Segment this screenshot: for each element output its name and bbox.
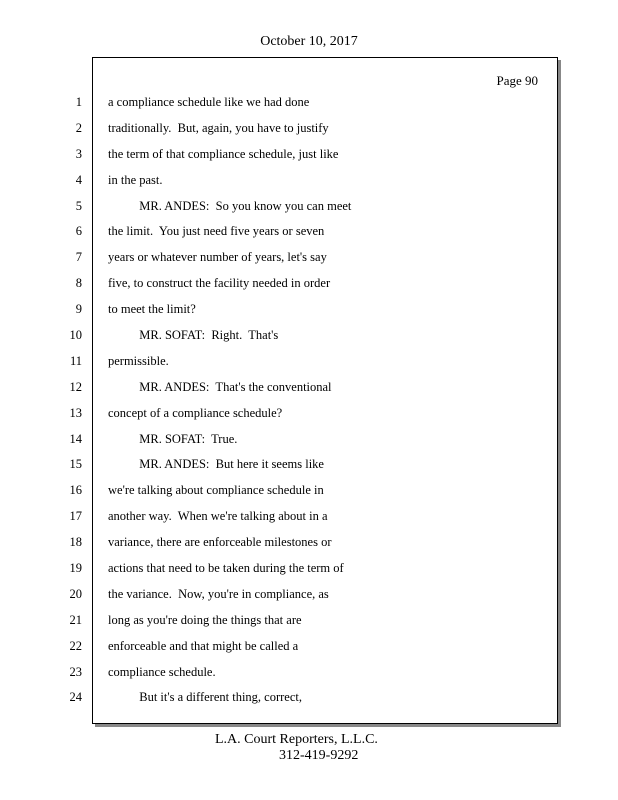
transcript-line: a compliance schedule like we had done <box>108 95 310 109</box>
transcript-line: the term of that compliance schedule, just like <box>108 146 339 161</box>
transcript-line: But it's a different thing, correct, <box>108 690 302 705</box>
line-number: 13 <box>69 405 82 420</box>
transcript-line: MR. SOFAT: True. <box>108 431 238 446</box>
transcript-line: compliance schedule. <box>108 664 216 679</box>
line-number: 1 <box>75 95 82 109</box>
transcript-line: concept of a compliance schedule? <box>108 405 283 420</box>
line-number: 8 <box>75 276 82 291</box>
line-number: 7 <box>75 250 82 265</box>
transcript-line: years or whatever number of years, let's say <box>108 250 327 265</box>
line-number: 24 <box>69 690 82 705</box>
footer-company-name: L.A. Court Reporters, L.L.C. <box>215 732 378 747</box>
page-number: Page 90 <box>496 73 538 88</box>
line-number: 9 <box>75 302 82 317</box>
line-number: 6 <box>75 224 82 239</box>
transcript-line: MR. ANDES: So you know you can meet <box>108 198 352 213</box>
transcript-line: variance, there are enforceable milestones or <box>108 535 332 550</box>
line-number: 19 <box>69 561 82 576</box>
transcript-line: long as you're doing the things that are <box>108 612 302 627</box>
transcript-line: five, to construct the facility needed in order <box>108 276 331 291</box>
line-number: 22 <box>69 638 82 653</box>
transcript-line: another way. When we're talking about in a <box>108 509 328 524</box>
transcript-line: MR. SOFAT: Right. That's <box>108 328 279 343</box>
line-number: 3 <box>75 146 82 161</box>
page-header-date: October 10, 2017 <box>260 34 358 49</box>
line-number: 15 <box>69 457 82 472</box>
line-number: 14 <box>69 431 82 446</box>
transcript-line: we're talking about compliance schedule in <box>108 483 324 498</box>
line-number: 12 <box>69 379 82 394</box>
line-number: 5 <box>75 198 82 213</box>
transcript-line: traditionally. But, again, you have to justify <box>108 120 329 135</box>
line-number: 4 <box>75 172 82 187</box>
transcript-line: actions that need to be taken during the term of <box>108 561 344 576</box>
line-number: 23 <box>69 664 82 679</box>
line-number: 20 <box>69 586 82 601</box>
line-number: 2 <box>75 120 82 135</box>
transcript-line: to meet the limit? <box>108 302 196 317</box>
transcript-text <box>108 94 538 715</box>
footer-phone-number: 312-419-9292 <box>279 748 359 763</box>
line-number: 16 <box>69 483 82 498</box>
transcript-line: MR. ANDES: But here it seems like <box>108 457 324 472</box>
transcript-line: in the past. <box>108 172 163 187</box>
transcript-line: MR. ANDES: That's the conventional <box>108 379 332 394</box>
transcript-line: enforceable and that might be called a <box>108 638 299 653</box>
transcript-line: the limit. You just need five years or seven <box>108 224 325 239</box>
line-number: 18 <box>69 535 82 550</box>
line-number-column <box>60 94 82 715</box>
line-number: 17 <box>69 509 82 524</box>
line-number: 11 <box>69 353 82 368</box>
transcript-line: permissible. <box>108 353 169 368</box>
line-number: 10 <box>69 328 82 343</box>
transcript-line: the variance. Now, you're in compliance, as <box>108 586 329 601</box>
line-number: 21 <box>69 612 82 627</box>
